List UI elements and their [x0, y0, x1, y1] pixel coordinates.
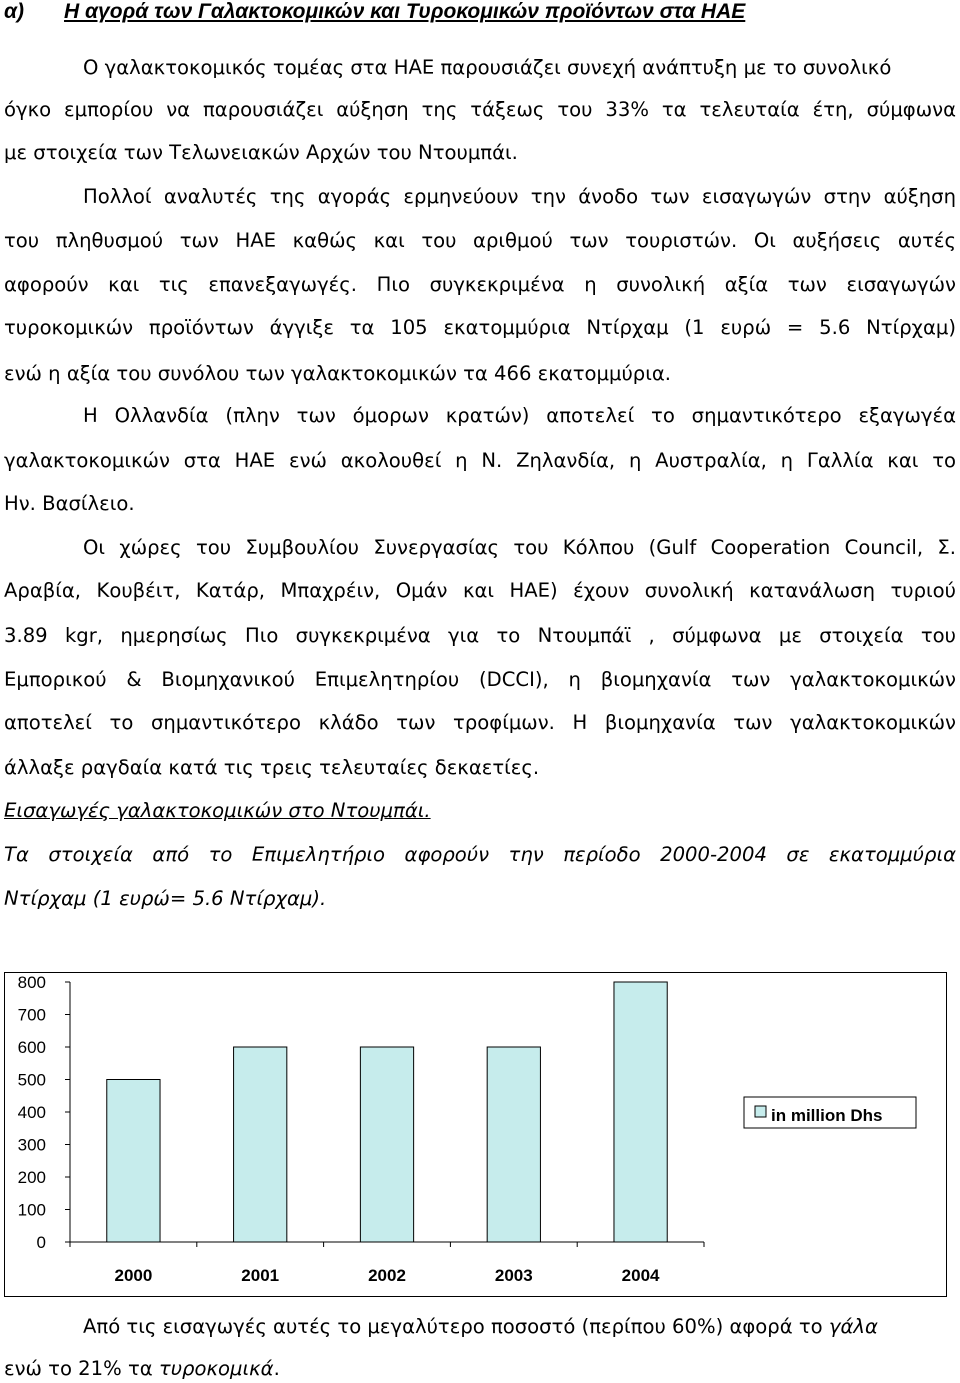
y-tick-label: 300 — [17, 1135, 46, 1155]
y-tick-label: 200 — [17, 1168, 46, 1187]
imports-heading: Εισαγωγές γαλακτοκομικών στο Ντουμπάι. — [4, 799, 431, 822]
p4-line-6: άλλαξε ραγδαία κατά τις τρεις τελευταίες δεκαετίες. — [4, 756, 540, 779]
closing-line-2 — [4, 1357, 956, 1381]
x-tick-label: 2002 — [368, 1266, 406, 1285]
closing-line-2-end: . — [273, 1357, 280, 1380]
x-tick-label: 2003 — [494, 1266, 533, 1285]
p1-line-1: Ο γαλακτοκομικός τομέας στα ΗΑΕ παρουσιάζει συνεχή ανάπτυξη με το συνολικό — [83, 56, 892, 79]
x-tick-label: 2004 — [621, 1266, 660, 1285]
bar-2000 — [107, 1080, 160, 1243]
imports-bar-chart — [4, 972, 947, 1297]
p1-line-3: με στοιχεία των Τελωνειακών Αρχών του Ντουμπάι. — [4, 141, 518, 164]
legend-label: in million Dhs — [771, 1106, 883, 1125]
bar-2004 — [614, 982, 667, 1242]
y-tick-label: 700 — [17, 1005, 46, 1025]
y-tick-label: 800 — [17, 973, 46, 992]
bar-2002 — [360, 1047, 413, 1242]
section-heading — [4, 0, 745, 24]
closing-line-1 — [83, 1315, 956, 1339]
bar-2003 — [487, 1047, 540, 1242]
p3-line-3: Ην. Βασίλειο. — [4, 492, 135, 515]
y-tick-label: 400 — [17, 1103, 46, 1122]
section-title: Η αγορά των Γαλακτοκομικών και Τυροκομικών προϊόντων στα ΗΑΕ — [64, 0, 746, 23]
y-tick-label: 500 — [17, 1070, 46, 1090]
y-tick-label: 100 — [17, 1200, 46, 1220]
closing-line-1-italic: γάλα — [828, 1315, 878, 1338]
note-line-1: Τα στοιχεία από το Επιμελητήριο αφορούν την περίοδο 2000-2004 σε εκατομμύρια — [4, 843, 956, 866]
p2-line-1: Πολλοί αναλυτές της αγοράς ερμηνεύουν την άνοδο των εισαγωγών στην αύξηση — [83, 185, 956, 208]
p2-line-4: τυροκομικών προϊόντων άγγιξε τα 105 εκατομμύρια Ντίρχαμ (1 ευρώ = 5.6 Ντίρχαμ) — [4, 316, 956, 339]
bar-2001 — [234, 1047, 287, 1242]
p3-line-1: Η Ολλανδία (πλην των όμορων κρατών) αποτελεί το σημαντικότερο εξαγωγέα — [83, 404, 956, 427]
x-tick-label: 2000 — [114, 1266, 153, 1285]
p1-line-2: όγκο εμπορίου να παρουσιάζει αύξηση της τάξεως του 33% τα τελευταία έτη, σύμφωνα — [4, 98, 956, 121]
closing-line-1-text: Από τις εισαγωγές αυτές το μεγαλύτερο ποσοστό (περίπου 60%) αφορά το — [83, 1315, 829, 1338]
y-tick-label: 0 — [36, 1233, 46, 1252]
closing-line-2-text: ενώ το 21% τα — [4, 1357, 159, 1380]
note-line-2: Ντίρχαμ (1 ευρώ= 5.6 Ντίρχαμ). — [4, 887, 327, 910]
p2-line-2: του πληθυσμού των ΗΑΕ καθώς και του αριθμού των τουριστών. Οι αυξήσεις αυτές — [4, 229, 956, 252]
p4-line-3: 3.89 kgr, ημερησίως Πιο συγκεκριμένα για το Ντουμπάϊ , σύμφωνα με στοιχεία του — [4, 624, 956, 647]
legend — [744, 1097, 916, 1128]
y-tick-label: 600 — [17, 1038, 46, 1057]
closing-line-2-italic: τυροκομικά — [158, 1357, 274, 1380]
x-tick-label: 2001 — [241, 1266, 280, 1285]
p2-line-5: ενώ η αξία του συνόλου των γαλακτοκομικών τα 466 εκατομμύρια. — [4, 362, 672, 385]
p4-line-2: Αραβία, Κουβέιτ, Κατάρ, Μπαχρέιν, Ομάν και ΗΑΕ) έχουν συνολική κατανάλωση τυριού — [4, 579, 956, 602]
p4-line-5: αποτελεί το σημαντικότερο κλάδο των τροφίμων. Η βιομηχανία των γαλακτοκομικών — [4, 711, 956, 734]
p4-line-1: Οι χώρες του Συμβουλίου Συνεργασίας του Κόλπου (Gulf Cooperation Council, Σ. — [83, 536, 956, 559]
section-number: α) — [4, 0, 25, 23]
chart-svg — [4, 972, 947, 1297]
p2-line-3: αφορούν και τις επανεξαγωγές. Πιο συγκεκριμένα η συνολική αξία των εισαγωγών — [4, 273, 956, 296]
p4-line-4: Εμπορικού & Βιομηχανικού Επιμελητηρίου (DCCI), η βιομηχανία των γαλακτοκομικών — [4, 668, 956, 691]
p3-line-2: γαλακτοκομικών στα ΗΑΕ ενώ ακολουθεί η Ν. Ζηλανδία, η Αυστραλία, η Γαλλία και το — [4, 449, 956, 472]
legend-swatch — [755, 1106, 766, 1117]
